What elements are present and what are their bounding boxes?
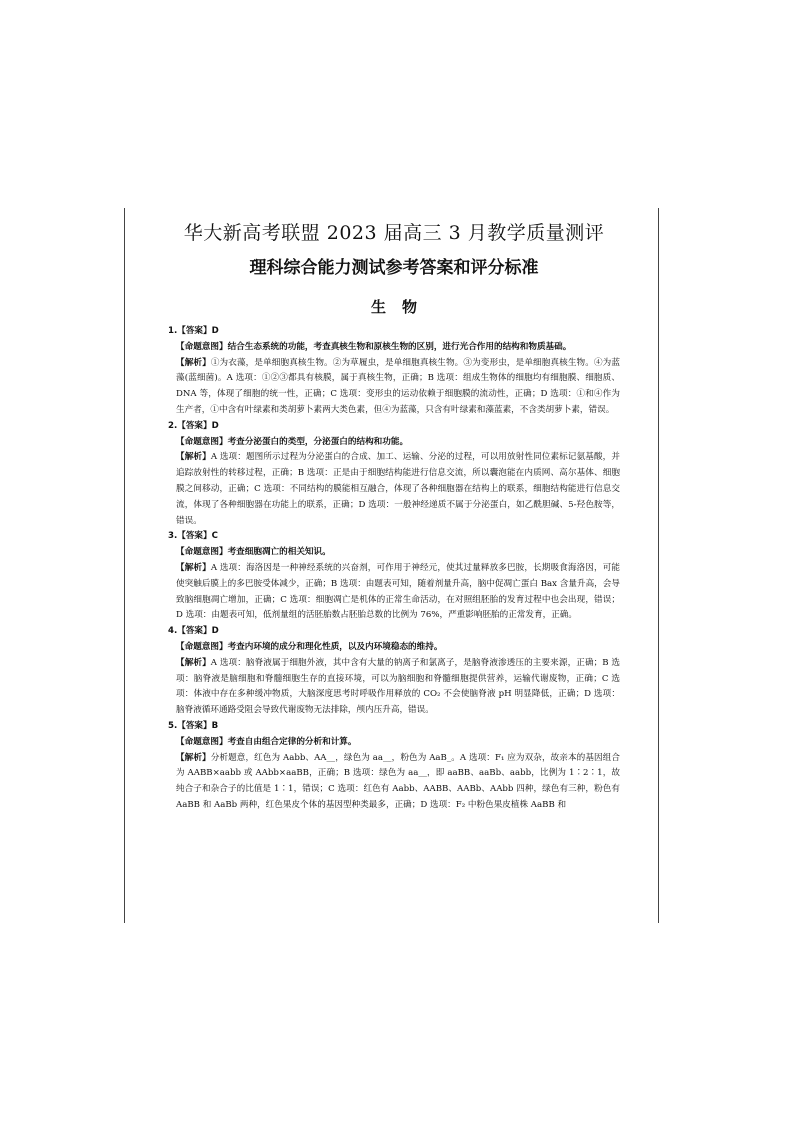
intent-text: 考查细胞凋亡的相关知识。: [227, 547, 331, 558]
analysis-text: A 选项：题图所示过程为分泌蛋白的合成、加工、运输、分泌的过程，可以用放射性同位素标记氨基酸，并追踪放射性的转移过程，正确；B 选项：正是由于细胞结构能进行信息交流，所以囊泡能在内质网、高尔基体、细胞膜之间移动，正确；C 选项：不同结构的膜能相互融合，体现了各种细胞器在结构上的联系，细胞结构能进行信息交流，体现了各种细胞器在功能上的联系，正确；D 选项：一般神经递质不属于分泌蛋白，如乙酰胆碱、5-羟色胺等，错误。: [176, 452, 620, 526]
answer-line: 5.【答案】B: [168, 720, 219, 731]
answer-line: 2.【答案】D: [168, 420, 219, 431]
analysis-text: ①为衣藻，是单细胞真核生物。②为草履虫，是单细胞真核生物。③为变形虫，是单细胞真核生物。④为蓝藻(蓝细菌)。A 选项：①②③都具有核膜，属于真核生物，正确；B 选项：组成生物体的细胞均有细胞膜、细胞质、DNA 等，体现了细胞的统一性，正确；C 选项：变形虫的运动依赖于细胞膜的流动性，正确；D 选项：①和④作为生产者，①中含有叶绿素和类胡萝卜素两大类色素，但④为蓝藻，只含有叶绿素和藻蓝素，不含类胡萝卜素，错误。: [176, 357, 620, 415]
intent-paragraph: [168, 640, 620, 656]
analysis-paragraph: [168, 561, 620, 624]
analysis-label: 【解析】: [176, 452, 211, 463]
analysis-label: 【解析】: [176, 752, 211, 763]
analysis-text: A 选项：脑脊液属于细胞外液，其中含有大量的钠离子和氯离子，是脑脊液渗透压的主要来源，正确；B 选项：脑脊液是脑细胞和脊髓细胞生存的直接环境，可以为脑细胞和脊髓细胞提供营养，运输代谢废物，正确；C 选项：体液中存在多种缓冲物质，大脑深度思考时呼吸作用释放的 CO₂ 不会使脑脊液 pH 明显降低，正确；D 选项：脑脊液循环通路受阻会导致代谢废物无法排除，颅内压升高，错误。: [176, 657, 620, 716]
left-border-line: [124, 208, 125, 923]
intent-text: 考查自由组合定律的分析和计算。: [227, 736, 357, 747]
right-border-line: [658, 208, 659, 923]
intent-text: 考查分泌蛋白的类型，分泌蛋白的结构和功能。: [227, 436, 409, 447]
intent-paragraph: [168, 545, 620, 561]
intent-text: 结合生态系统的功能，考查真核生物和原核生物的区别，进行光合作用的结构和物质基础。: [227, 341, 572, 352]
question-2: [168, 419, 620, 530]
intent-text: 考查内环境的成分和理化性质，以及内环境稳态的维持。: [227, 641, 443, 652]
question-1: [168, 324, 620, 419]
analysis-text: 分析题意，红色为 Aabb、AA__，绿色为 aa__，粉色为 AaB_。A 选项：F₁ 应为双杂，故亲本的基因组合为 AABB×aabb 或 AAbb×aaBB，正确；B 选项：绿色为 aa__，即 aaBB、aaBb、aabb，比例为 1∶2∶1，故纯合子和杂合子的比值是 1∶1，错误；C 选项：红色有 Aabb、AABB、AABb、AAbb 四种，绿色有三种，粉色有 AaBB 和 AaBb 两种，红色果皮个体的基因型种类最多，正确；D 选项：F₂ 中粉色果皮植株 AaBB 和: [176, 752, 620, 810]
document-subtitle: 理科综合能力测试参考答案和评分标准: [249, 258, 539, 278]
analysis-label: 【解析】: [176, 357, 211, 368]
analysis-paragraph: [168, 656, 620, 719]
intent-label: 【命题意图】: [176, 641, 228, 652]
answer-line: 3.【答案】C: [168, 531, 218, 542]
question-4: [168, 624, 620, 719]
analysis-paragraph: [168, 356, 620, 419]
intent-label: 【命题意图】: [176, 436, 228, 447]
document-content: [168, 218, 620, 814]
answer-line: 4.【答案】D: [168, 626, 219, 637]
analysis-label: 【解析】: [176, 562, 211, 573]
intent-label: 【命题意图】: [176, 547, 228, 558]
subject-heading: 生物: [370, 298, 433, 316]
question-3: [168, 529, 620, 624]
document-title: 华大新高考联盟 2023 届高三 3 月教学质量测评: [183, 222, 605, 244]
analysis-paragraph: [168, 751, 620, 814]
answer-line: 1.【答案】D: [168, 326, 219, 336]
analysis-paragraph: [168, 450, 620, 529]
intent-paragraph: [168, 435, 620, 451]
intent-paragraph: [168, 340, 620, 356]
intent-label: 【命题意图】: [176, 736, 228, 747]
intent-paragraph: [168, 735, 620, 751]
analysis-label: 【解析】: [176, 657, 211, 668]
analysis-text: A 选项：海洛因是一种神经系统的兴奋剂，可作用于神经元，使其过量释放多巴胺，长期吸食海洛因，可能使突触后膜上的多巴胺受体减少，正确；B 选项：由题表可知，随着剂量升高，脑中促凋亡蛋白 Bax 含量升高，会导致脑细胞凋亡增加，正确；C 选项：细胞凋亡是机体的正常生命活动，在对照组胚胎的发育过程中也会出现，错误；D 选项：由题表可知，低剂量组的活胚胎数占胚胎总数的比例为 76%，严重影响胚胎的正常发育，正确。: [176, 562, 620, 621]
intent-label: 【命题意图】: [176, 341, 228, 352]
question-5: [168, 719, 620, 814]
